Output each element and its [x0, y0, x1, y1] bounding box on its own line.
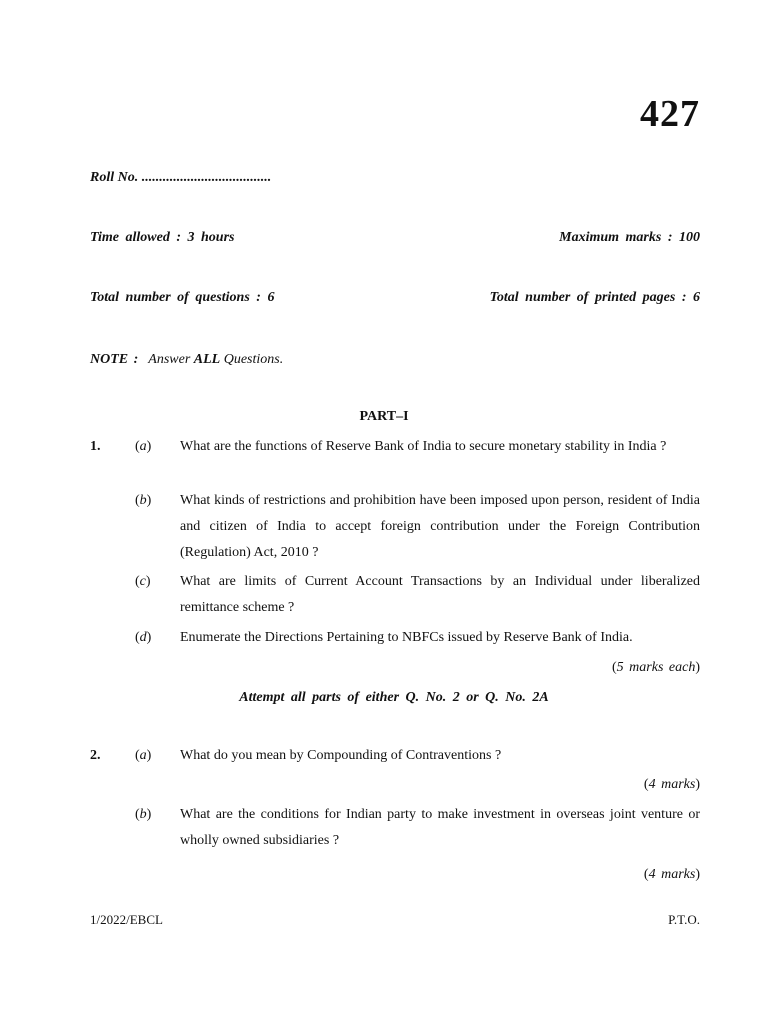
q1-part-a-letter: (a) [135, 439, 152, 454]
q1-part-d-letter: (d) [135, 630, 152, 645]
maximum-marks: Maximum marks : 100 [559, 230, 700, 245]
footer-code: 1/2022/EBCL [90, 912, 163, 927]
time-marks-row [90, 230, 700, 246]
q2-part-a-marks: (4 marks) [643, 777, 700, 792]
q2-part-b-text: What are the conditions for Indian party to make investment in overseas joint venture or wholly owned subsidiaries ? [180, 807, 700, 848]
q1-part-b-letter: (b) [135, 493, 152, 508]
q1-part-d-text: Enumerate the Directions Pertaining to NBFCs issued by Reserve Bank of India. [180, 630, 633, 645]
note-text-after: Questions. [223, 352, 284, 367]
part-title: PART–I [359, 409, 409, 424]
q2-part-a-letter: (a) [135, 748, 152, 763]
note-emphasis: ALL [193, 352, 221, 367]
instruction: Attempt all parts of either Q. No. 2 or Q. No. 2A [239, 690, 549, 705]
q1-part-c-text: What are limits of Current Account Transactions by an Individual under liberalized remittance scheme ? [180, 574, 700, 615]
q1-part-b-text: What kinds of restrictions and prohibition have been imposed upon person, resident of India and citizen of India to accept foreign contribution under the Foreign Contribution (Regulation) Act, 2010 ? [180, 493, 700, 560]
footer-pto: P.T.O. [668, 912, 700, 927]
roll-no: Roll No. ..................................... [90, 170, 272, 185]
total-pages: Total number of printed pages : 6 [489, 290, 700, 305]
questions-pages-row [90, 290, 700, 306]
paper-code: 427 [640, 93, 700, 135]
note [90, 352, 283, 368]
time-allowed: Time allowed : 3 hours [90, 230, 235, 245]
q1-part-a-text: What are the functions of Reserve Bank of India to secure monetary stability in India ? [180, 439, 667, 454]
note-label: NOTE : [90, 352, 139, 367]
note-text-before: Answer [148, 352, 191, 367]
question-2-number: 2. [90, 748, 101, 763]
total-questions: Total number of questions : 6 [90, 290, 275, 305]
q1-marks: (5 marks each) [612, 660, 700, 675]
q1-part-c-letter: (c) [135, 574, 151, 589]
q2-part-a-text: What do you mean by Compounding of Contraventions ? [180, 748, 502, 763]
question-1-number: 1. [90, 439, 101, 454]
q2-part-b-letter: (b) [135, 807, 152, 822]
q2-part-b-marks: (4 marks) [643, 867, 700, 882]
